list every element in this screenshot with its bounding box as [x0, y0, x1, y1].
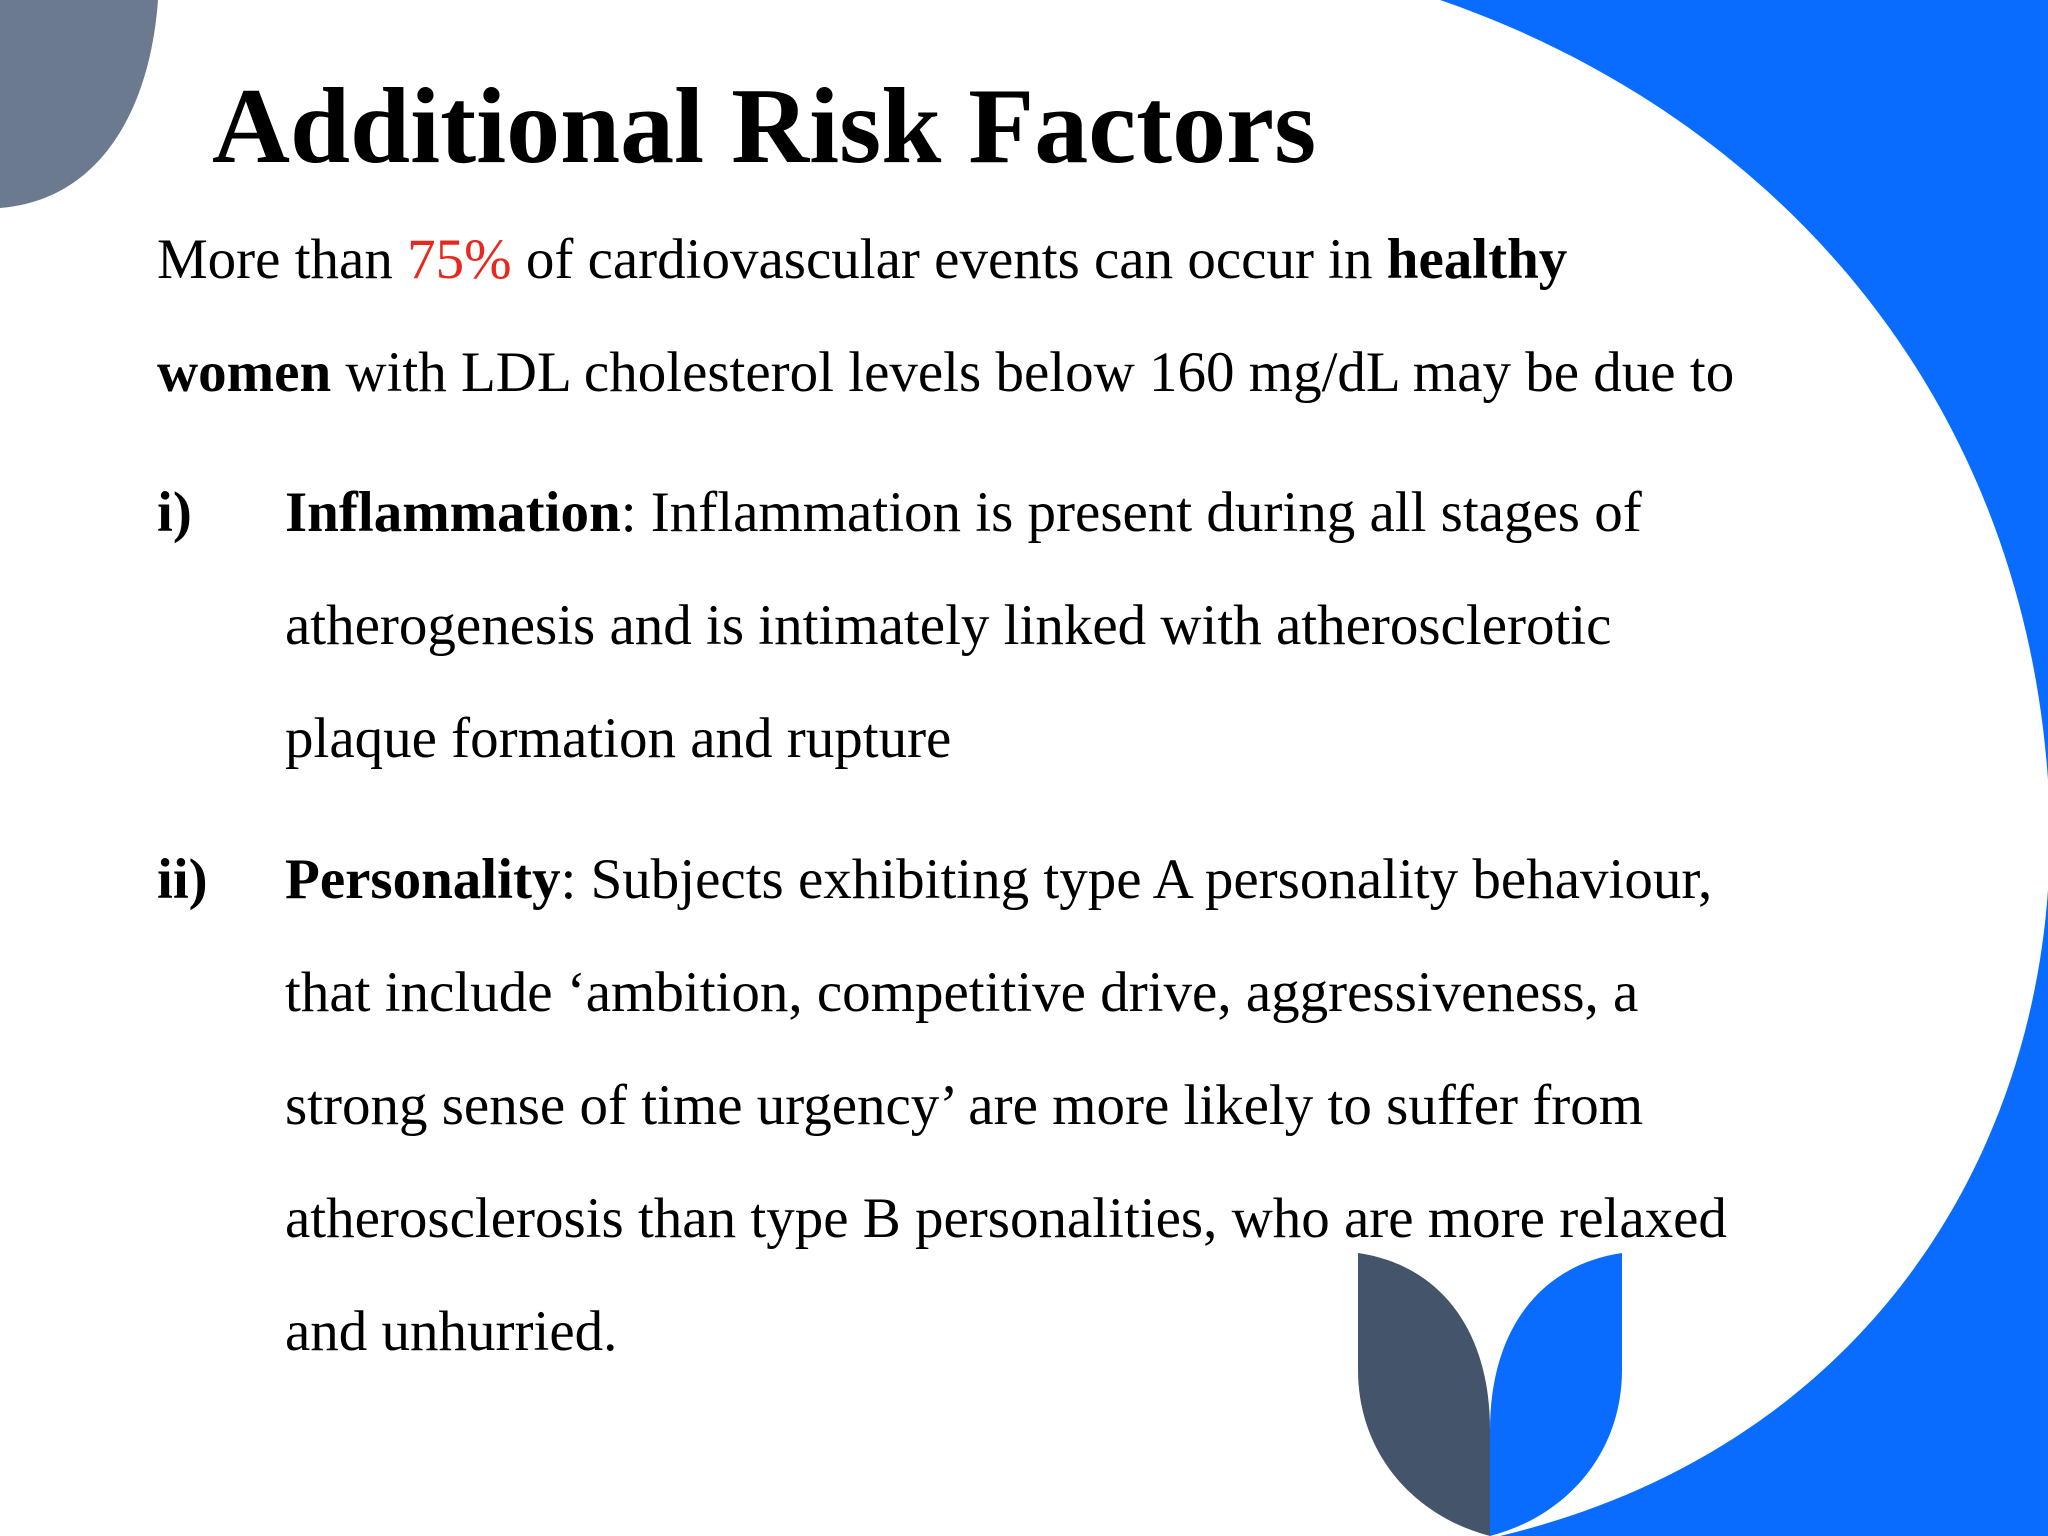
intro-text: More than — [157, 228, 408, 291]
list-item-inflammation — [157, 456, 1917, 795]
bold-term: women — [157, 341, 332, 404]
highlight-percentage: 75% — [407, 228, 512, 291]
list-item-line: atherosclerosis than type B personalities, who are more relaxed — [285, 1187, 1727, 1250]
list-item-body — [285, 823, 1917, 1388]
list-item-separator: : — [560, 848, 591, 911]
intro-text: with LDL cholesterol levels below 160 mg/dL may be due to — [331, 341, 1735, 404]
list-item-text: Inflammation is present during all stages of — [650, 481, 1642, 544]
list-item-term: Inflammation — [285, 481, 621, 544]
list-item-line — [285, 823, 1917, 936]
list-item-personality — [157, 823, 1917, 1388]
top-left-gray-leaf — [0, 0, 158, 208]
intro-line-2 — [157, 316, 1917, 429]
list-marker: ii) — [157, 848, 208, 911]
list-item-line: and unhurried. — [285, 1300, 618, 1363]
intro-paragraph — [157, 203, 1917, 429]
list-marker: i) — [157, 481, 192, 544]
list-item-line: that include ‘ambition, competitive drive, aggressiveness, a — [285, 961, 1639, 1024]
list-item-line: plaque formation and rupture — [285, 707, 952, 770]
list-item-line: atherogenesis and is intimately linked with atherosclerotic — [285, 594, 1612, 657]
slide-title: Additional Risk Factors — [212, 67, 1317, 186]
list-item-term: Personality — [285, 848, 561, 911]
list-item-line: strong sense of time urgency’ are more likely to suffer from — [285, 1074, 1644, 1137]
list-item-separator: : — [620, 481, 651, 544]
list-item-body — [285, 456, 1917, 795]
intro-text: of cardiovascular events can occur in — [511, 228, 1387, 291]
list-item-text: Subjects exhibiting type A personality behaviour, — [590, 848, 1713, 911]
intro-line-1 — [157, 203, 1917, 316]
bold-term: healthy — [1386, 228, 1568, 291]
list-item-line — [285, 456, 1917, 569]
